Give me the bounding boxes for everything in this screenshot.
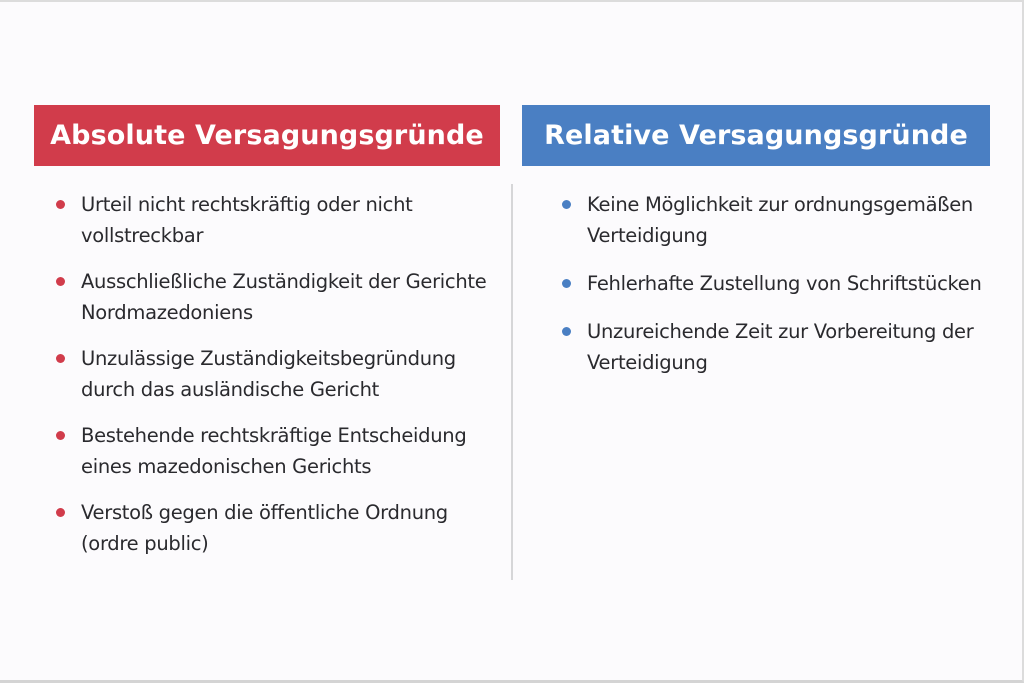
relative-grounds-title: Relative Versagungsgründe xyxy=(544,120,968,151)
list-item xyxy=(54,497,494,559)
relative-grounds-list xyxy=(560,189,1000,395)
bullet-dot-icon xyxy=(56,431,65,440)
list-item xyxy=(54,266,494,328)
bullet-dot-icon xyxy=(56,277,65,286)
list-item-text: Fehlerhafte Zustellung von Schriftstücken xyxy=(587,272,982,295)
bullet-dot-icon xyxy=(56,200,65,209)
list-item xyxy=(560,268,1000,299)
bullet-dot-icon xyxy=(562,279,571,288)
list-item-text: Urteil nicht rechtskräftig oder nicht vollstreckbar xyxy=(81,193,413,247)
list-item xyxy=(560,316,1000,378)
column-divider xyxy=(511,184,513,580)
list-item-text: Verstoß gegen die öffentliche Ordnung (ordre public) xyxy=(81,501,448,555)
list-item-text: Bestehende rechtskräftige Entscheidung eines mazedonischen Gerichts xyxy=(81,424,467,478)
absolute-grounds-title: Absolute Versagungsgründe xyxy=(50,120,484,151)
relative-grounds-header xyxy=(522,105,990,166)
bullet-dot-icon xyxy=(562,327,571,336)
list-item xyxy=(54,343,494,405)
bullet-dot-icon xyxy=(56,354,65,363)
bullet-dot-icon xyxy=(56,508,65,517)
list-item-text: Unzulässige Zuständigkeitsbegründung durch das ausländische Gericht xyxy=(81,347,456,401)
list-item-text: Keine Möglichkeit zur ordnungsgemäßen Verteidigung xyxy=(587,193,973,247)
list-item-text: Ausschließliche Zuständigkeit der Gerichte Nordmazedoniens xyxy=(81,270,487,324)
list-item xyxy=(54,420,494,482)
list-item-text: Unzureichende Zeit zur Vorbereitung der Verteidigung xyxy=(587,320,974,374)
bullet-dot-icon xyxy=(562,200,571,209)
absolute-grounds-list xyxy=(54,189,494,574)
list-item xyxy=(560,189,1000,251)
absolute-grounds-header xyxy=(34,105,500,166)
list-item xyxy=(54,189,494,251)
